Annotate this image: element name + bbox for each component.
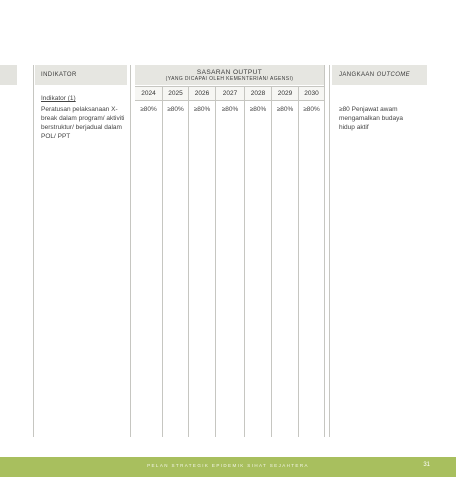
footer-title: PELAN STRATEGIK EPIDEMIK SIHAT SEJAHTERA xyxy=(147,463,309,468)
col-line-indikator xyxy=(130,65,131,437)
header-indikator xyxy=(35,65,127,85)
rule-under-header xyxy=(135,86,324,87)
col-line-left xyxy=(33,65,34,437)
header-indikator-label: INDIKATOR xyxy=(41,72,77,78)
col-line-2026 xyxy=(215,87,216,437)
value-2028: ≥80% xyxy=(249,106,267,113)
year-2024 xyxy=(135,87,162,100)
header-sasaran-subtitle: (YANG DICAPAI OLEH KEMENTERIAN/ AGENSI) xyxy=(165,75,294,82)
col-line-2027 xyxy=(244,87,245,437)
year-label: 2030 xyxy=(304,90,319,97)
page-number: 31 xyxy=(423,462,430,468)
col-line-outcome xyxy=(329,65,330,437)
year-2027 xyxy=(216,87,244,100)
year-label: 2024 xyxy=(141,90,156,97)
rule-under-years xyxy=(135,100,324,101)
year-2026 xyxy=(189,87,215,100)
value-2025: ≥80% xyxy=(167,106,184,113)
year-2025 xyxy=(163,87,188,100)
outcome-text: ≥80 Penjawat awam mengamalkan budaya hidup aktif xyxy=(339,106,403,131)
year-label: 2028 xyxy=(250,90,266,97)
year-2030 xyxy=(299,87,324,100)
header-jangkaan-outcome: OUTCOME xyxy=(376,72,411,78)
col-line-2025 xyxy=(188,87,189,437)
value-2030: ≥80% xyxy=(303,106,320,113)
value-2029: ≥80% xyxy=(276,106,294,113)
col-line-2028 xyxy=(271,87,272,437)
indicator-label: Indikator (1) xyxy=(41,95,76,102)
value-2024: ≥80% xyxy=(140,106,157,113)
header-sasaran-title: SASARAN OUTPUT xyxy=(196,68,263,76)
value-2027: ≥80% xyxy=(221,106,239,113)
footer-bar xyxy=(0,457,456,477)
year-label: 2025 xyxy=(168,90,183,97)
year-2028 xyxy=(245,87,271,100)
value-2026: ≥80% xyxy=(193,106,211,113)
header-jangkaan xyxy=(332,65,427,85)
header-sasaran xyxy=(135,65,324,85)
year-label: 2026 xyxy=(194,90,210,97)
indicator-text: Peratusan pelaksanaan X-break dalam program/ aktiviti berstruktur/ berjadual dalam POL/ PPT xyxy=(41,106,125,140)
left-page-tab xyxy=(0,65,17,85)
col-line-2024 xyxy=(162,87,163,437)
year-label: 2029 xyxy=(277,90,293,97)
col-line-2029 xyxy=(298,87,299,437)
header-jangkaan-label: JANGKAAN xyxy=(339,72,377,78)
year-2029 xyxy=(272,87,298,100)
year-label: 2027 xyxy=(222,90,238,97)
col-line-2030 xyxy=(324,65,325,437)
